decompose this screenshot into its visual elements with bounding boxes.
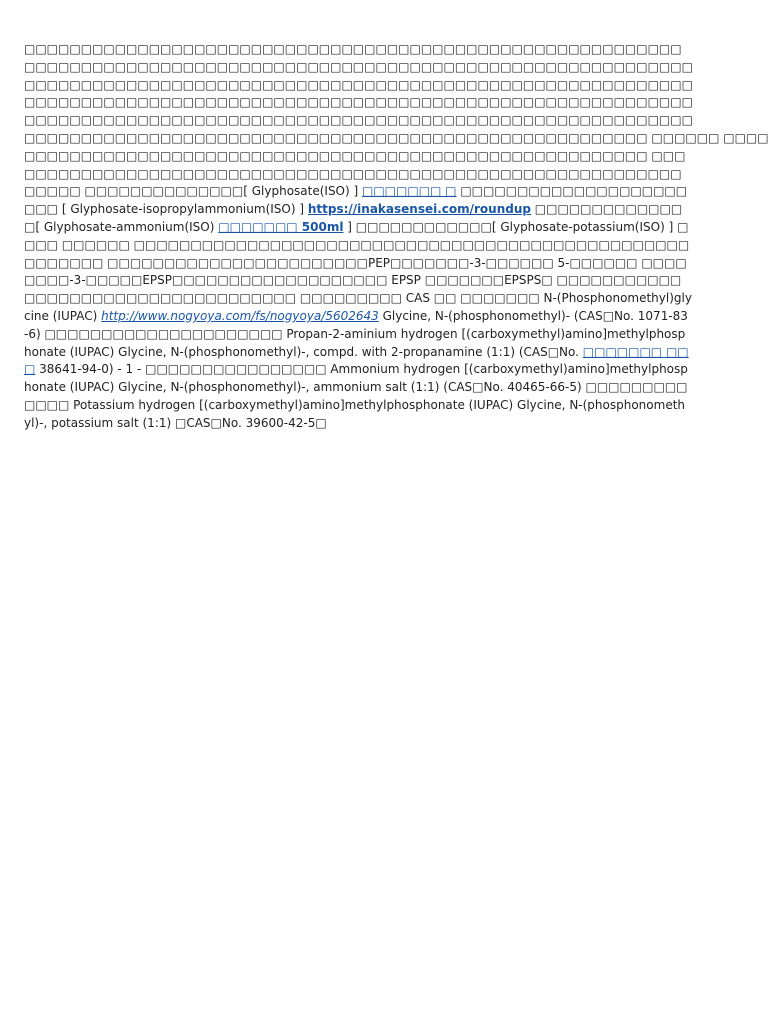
paragraph-text: Glycine, N-(phosphonomethyl)- (CAS□No. 1071-83-6) □□□□□□□□□□□□□□□□□□□□□ Propan-2-aminium hydrogen [(carboxymethyl)amino]methylphosphonate (IUPAC) Glycine, N-(phosphonomethyl)-, compd. with 2-propanamine (1:1) (CAS□No. bbox=[24, 308, 688, 359]
document-body bbox=[24, 41, 769, 433]
text-line: □□□□□□□□□□□□□□□□□□□□□□□□□□□□□□□□□□□□□□□□□□□□□□□□□□□□□□□□□□ bbox=[24, 42, 682, 56]
paragraph-text: □□□□□□□□□□□□□□□□□□□□□□□□□□□□□□□□□□□□□□□□□□□□□□□□□□□□□□□ □□□□□□□□□□□□□□□□□□□□□□□□□□□□□□□□□□□□□□□□□□□□□□□□□□□□□□□□□□□□□ □□□□□ □□□□□□□□□□□□□□[ Glyphosate(ISO) ] bbox=[24, 148, 686, 199]
text-line: □□□□□□□□□□□□□□□□□□□□□□□□□□□□□□□□□□□□□□□□□□□□□□□□□□□□□□□□□□□ bbox=[24, 95, 693, 110]
paragraph-text: □□□□□□□□□□□□□□□□□□□□□□□ [ Glyphosate-isopropylammonium(ISO) ] bbox=[24, 184, 688, 217]
paragraph-text: ] □□□□□□□□□□□□[ Glyphosate-potassium(ISO) ] □□□□ □□□□□□ □□□□□□□□□□□□□□□□□□□□□□□□□□□□□□□□□□□□□□□□□□□□□□□□□□□□□□□□ □□□□□□□□□□□□□□□□□□□□□□□PEP□□□□□□□-3-□□□□□□ 5-□□□□□□ □□□□□□□□-3-□□□□□EPSP□□□□□□□□□□□□□□□□□□□ EPSP □□□□□□□EPSPS□ □□□□□□□□□□□□□□□□□□□□□□□□□□□□□□□□□□□ □□□□□□□□□ CAS □□ □□□□□□□ N-(Phosphonomethyl)glycine (IUPAC) bbox=[24, 219, 692, 323]
inline-link[interactable]: □□□□□□□ □ bbox=[362, 184, 457, 199]
body-paragraph bbox=[24, 148, 692, 433]
url-link-roundup[interactable]: https://inakasensei.com/roundup bbox=[307, 202, 531, 217]
text-line: □□□□□□□□□□□□□□□□□□□□□□□□□□□□□□□□□□□□□□□□□□□□□□□□□□□□□□□ □□□□□□ □□□□ bbox=[24, 130, 769, 145]
url-link-nogyoya[interactable]: http://www.nogyoya.com/fs/nogyoya/5602643 bbox=[101, 308, 379, 323]
product-link-500ml[interactable]: □□□□□□□ 500ml bbox=[218, 219, 344, 234]
text-line: □□□□□□□□□□□□□□□□□□□□□□□□□□□□□□□□□□□□□□□□□□□□□□□□□□□□□□□□□□□ bbox=[24, 77, 693, 92]
text-line: □□□□□□□□□□□□□□□□□□□□□□□□□□□□□□□□□□□□□□□□□□□□□□□□□□□□□□□□□□□ bbox=[24, 59, 693, 74]
paragraph-text: □□□□□□□□□□□□□□[ Glyphosate-ammonium(ISO) bbox=[24, 202, 683, 234]
text-line: □□□□□□□□□□□□□□□□□□□□□□□□□□□□□□□□□□□□□□□□□□□□□□□□□□□□□□□□□□□ bbox=[24, 113, 693, 128]
paragraph-text: 38641-94-0) - 1 - □□□□□□□□□□□□□□□□ Ammonium hydrogen [(carboxymethyl)amino]methylphosphonate (IUPAC) Glycine, N-(phosphonomethyl)-, ammonium salt (1:1) (CAS□No. 40465-66-5) □□□□□□□□□□□□□ Potassium hydrogen [(carboxymethyl)amino]methylphosphonate (IUPAC) Glycine, N-(phosphonomethyl)-, potassium salt (1:1) □CAS□No. 39600-42-5□ bbox=[24, 362, 688, 430]
inline-link[interactable]: □□□□□□□ □□□ bbox=[24, 344, 689, 377]
